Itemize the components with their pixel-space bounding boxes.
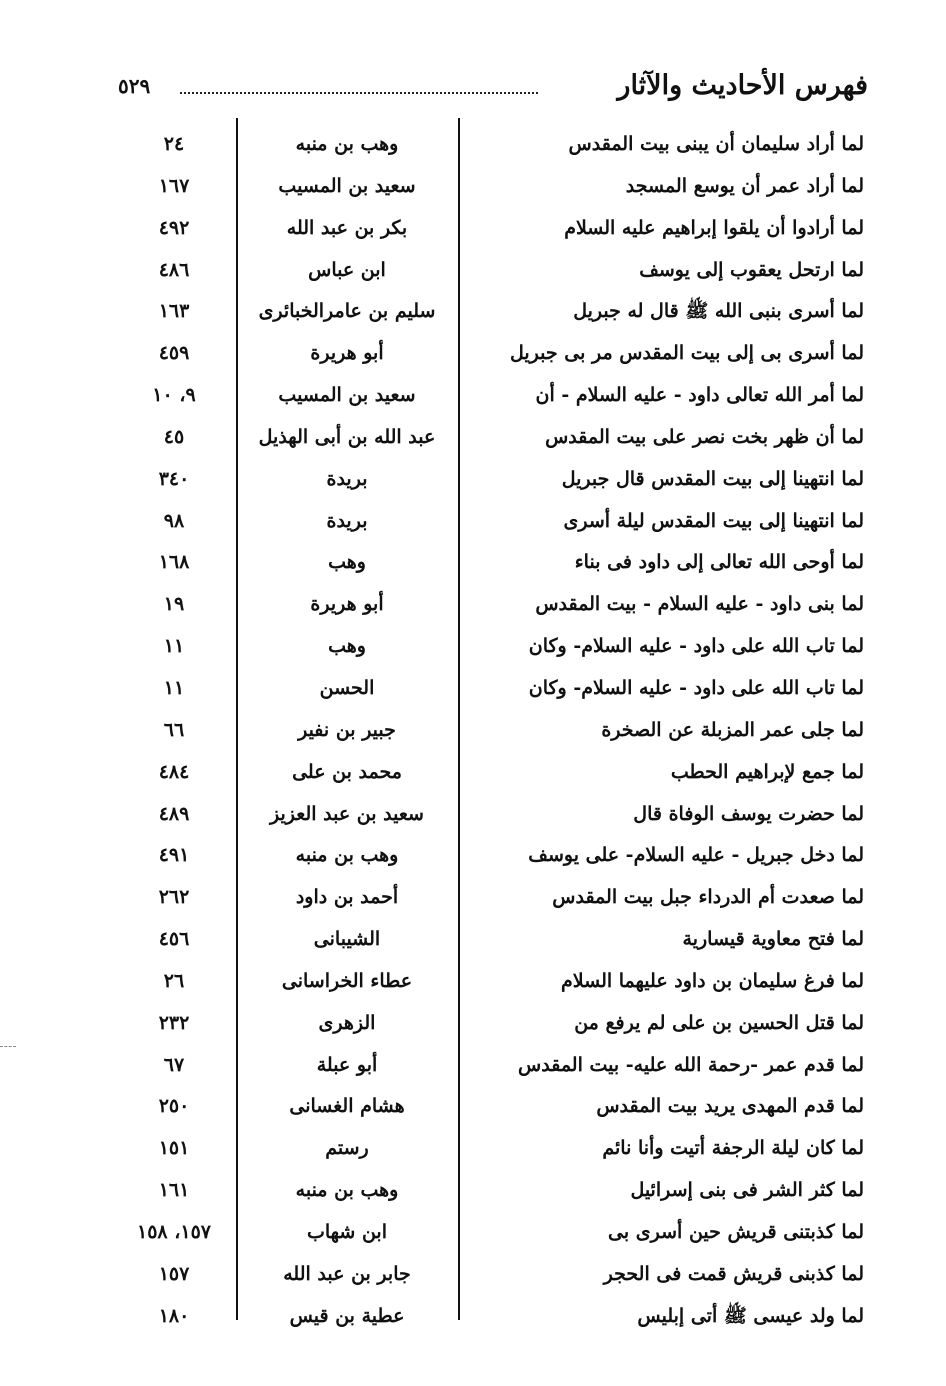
page-reference: ٩، ١٠ bbox=[152, 384, 196, 407]
hadith-text: لما كثر الشر فى بنى إسرائيل bbox=[630, 1179, 864, 1202]
table-row bbox=[0, 1212, 946, 1254]
table-row bbox=[0, 1296, 946, 1338]
hadith-text: لما كذبنى قريش قمت فى الحجر bbox=[603, 1262, 864, 1285]
narrator-name: الحسن bbox=[319, 676, 375, 699]
page-reference: ٣٤٠ bbox=[158, 467, 190, 490]
page-reference: ١٦١ bbox=[158, 1179, 190, 1202]
index-table bbox=[0, 124, 946, 1337]
table-row bbox=[0, 542, 946, 584]
hadith-text: لما كان ليلة الرجفة أتيت وأنا نائم bbox=[602, 1137, 864, 1160]
page-reference: ٩٨ bbox=[163, 509, 185, 532]
hadith-text: لما جلى عمر المزبلة عن الصخرة bbox=[601, 718, 864, 741]
page-reference: ٤٩٢ bbox=[158, 216, 190, 239]
table-row bbox=[0, 794, 946, 836]
narrator-name: الشيبانى bbox=[313, 928, 381, 951]
page-reference: ٤٥ bbox=[163, 425, 185, 448]
page-reference: ١٩ bbox=[163, 593, 185, 616]
page-reference: ١٦٣ bbox=[158, 300, 190, 323]
table-row bbox=[0, 626, 946, 668]
table-row bbox=[0, 668, 946, 710]
hadith-text: لما تاب الله على داود - عليه السلام- وكان bbox=[528, 676, 864, 699]
page-reference: ١٨٠ bbox=[158, 1304, 190, 1327]
hadith-text: لما انتهينا إلى بيت المقدس ليلة أسرى bbox=[563, 509, 864, 532]
page-reference: ١٥٧، ١٥٨ bbox=[137, 1220, 211, 1243]
page-reference: ٢٦٢ bbox=[158, 886, 190, 909]
page-reference: ٦٧ bbox=[163, 1053, 185, 1076]
page-reference: ٢٥٠ bbox=[158, 1095, 190, 1118]
narrator-name: وهب بن منبه bbox=[295, 844, 399, 867]
page-reference: ٢٣٢ bbox=[158, 1011, 190, 1034]
header-dotted-leader bbox=[180, 92, 538, 94]
table-row bbox=[0, 961, 946, 1003]
hadith-text: لما أمر الله تعالى داود - عليه السلام - أن bbox=[535, 384, 864, 407]
hadith-text: لما أوحى الله تعالى إلى داود فى بناء bbox=[574, 551, 864, 574]
hadith-text: لما أسرى بى إلى بيت المقدس مر بى جبريل bbox=[510, 342, 864, 365]
hadith-text: لما جمع لإبراهيم الحطب bbox=[670, 760, 864, 783]
table-row bbox=[0, 166, 946, 208]
hadith-text: لما قدم عمر -رحمة الله عليه- بيت المقدس bbox=[518, 1053, 864, 1076]
table-row bbox=[0, 124, 946, 166]
table-row bbox=[0, 333, 946, 375]
hadith-text: لما انتهينا إلى بيت المقدس قال جبريل bbox=[561, 467, 864, 490]
narrator-name: عطية بن قيس bbox=[289, 1304, 405, 1327]
table-row bbox=[0, 1170, 946, 1212]
hadith-text: لما قدم المهدى يريد بيت المقدس bbox=[596, 1095, 864, 1118]
narrator-name: محمد بن على bbox=[292, 760, 402, 783]
table-row bbox=[0, 710, 946, 752]
hadith-text: لما ارتحل يعقوب إلى يوسف bbox=[639, 258, 864, 281]
table-row bbox=[0, 1003, 946, 1045]
page-reference: ٤٥٦ bbox=[158, 928, 190, 951]
hadith-text: لما قتل الحسين بن على لم يرفع من bbox=[574, 1011, 864, 1034]
narrator-name: وهب بن منبه bbox=[295, 133, 399, 155]
hadith-text: لما أسرى بنبى الله ﷺ قال له جبريل bbox=[573, 300, 864, 323]
narrator-name: أحمد بن داود bbox=[295, 886, 399, 909]
page-number: ٥٢٩ bbox=[118, 74, 151, 98]
page-reference: ٤٨٦ bbox=[158, 258, 190, 281]
page-reference: ١٥٧ bbox=[158, 1262, 190, 1285]
table-row bbox=[0, 1086, 946, 1128]
narrator-name: ابن شهاب bbox=[307, 1220, 387, 1243]
narrator-name: بريدة bbox=[326, 509, 368, 532]
page-reference: ٢٤ bbox=[163, 133, 185, 155]
hadith-text: لما فتح معاوية قيسارية bbox=[682, 928, 864, 951]
narrator-name: أبو هريرة bbox=[310, 342, 384, 365]
narrator-name: ابن عباس bbox=[308, 258, 386, 281]
hadith-text: لما أراد سليمان أن يبنى بيت المقدس bbox=[568, 133, 864, 155]
page-reference: ١٥١ bbox=[158, 1137, 190, 1160]
narrator-name: بكر بن عبد الله bbox=[286, 216, 408, 239]
narrator-name: بريدة bbox=[326, 467, 368, 490]
page-reference: ١١ bbox=[163, 635, 185, 658]
hadith-text: لما أن ظهر بخت نصر على بيت المقدس bbox=[545, 425, 864, 448]
table-row bbox=[0, 291, 946, 333]
hadith-text: لما كذبتنى قريش حين أسرى بى bbox=[608, 1220, 864, 1243]
narrator-name: رستم bbox=[325, 1137, 369, 1160]
narrator-name: عبد الله بن أبى الهذيل bbox=[258, 425, 436, 448]
narrator-name: سعيد بن عبد العزيز bbox=[270, 802, 424, 825]
table-row bbox=[0, 752, 946, 794]
narrator-name: عطاء الخراسانى bbox=[281, 969, 413, 992]
page-reference: ٤٥٩ bbox=[158, 342, 190, 365]
narrator-name: سعيد بن المسيب bbox=[278, 174, 416, 197]
page-reference: ١٦٨ bbox=[158, 551, 190, 574]
narrator-name: وهب بن منبه bbox=[295, 1179, 399, 1202]
table-row bbox=[0, 208, 946, 250]
narrator-name: أبو هريرة bbox=[310, 593, 384, 616]
table-row bbox=[0, 1128, 946, 1170]
table-row bbox=[0, 375, 946, 417]
narrator-name: جابر بن عبد الله bbox=[283, 1262, 411, 1285]
page-reference: ١٦٧ bbox=[158, 174, 190, 197]
hadith-text: لما تاب الله على داود - عليه السلام- وكان bbox=[528, 635, 864, 658]
hadith-text: لما بنى داود - عليه السلام - بيت المقدس bbox=[535, 593, 864, 616]
page-header bbox=[118, 66, 868, 106]
table-row bbox=[0, 501, 946, 543]
hadith-text: لما حضرت يوسف الوفاة قال bbox=[633, 802, 864, 825]
table-row bbox=[0, 459, 946, 501]
page-reference: ١١ bbox=[163, 676, 185, 699]
narrator-name: سليم بن عامرالخبائرى bbox=[258, 300, 436, 323]
table-row bbox=[0, 1254, 946, 1296]
narrator-name: الزهرى bbox=[318, 1011, 376, 1034]
page-reference: ٤٨٩ bbox=[158, 802, 190, 825]
table-row bbox=[0, 835, 946, 877]
hadith-text: لما دخل جبريل - عليه السلام- على يوسف bbox=[528, 844, 864, 867]
page-reference: ٤٨٤ bbox=[158, 760, 190, 783]
hadith-text: لما فرغ سليمان بن داود عليهما السلام bbox=[561, 969, 864, 992]
page-reference: ٢٦ bbox=[163, 969, 185, 992]
table-row bbox=[0, 877, 946, 919]
narrator-name: سعيد بن المسيب bbox=[278, 384, 416, 407]
narrator-name: أبو عبلة bbox=[316, 1053, 378, 1076]
hadith-text: لما أرادوا أن يلقوا إبراهيم عليه السلام bbox=[564, 216, 864, 239]
narrator-name: جبير بن نفير bbox=[298, 718, 396, 741]
table-row bbox=[0, 919, 946, 961]
narrator-name: هشام الغسانى bbox=[289, 1095, 405, 1118]
page-reference: ٦٦ bbox=[163, 718, 185, 741]
table-row bbox=[0, 250, 946, 292]
page-reference: ٤٩١ bbox=[158, 844, 190, 867]
table-row bbox=[0, 584, 946, 626]
narrator-name: وهب bbox=[328, 551, 366, 574]
hadith-text: لما صعدت أم الدرداء جبل بيت المقدس bbox=[552, 886, 864, 909]
hadith-text: لما ولد عيسى ﷺ أتى إبليس bbox=[637, 1304, 864, 1327]
hadith-text: لما أراد عمر أن يوسع المسجد bbox=[625, 174, 864, 197]
page-title: فهرس الأحاديث والآثار bbox=[617, 70, 868, 101]
narrator-name: وهب bbox=[328, 635, 366, 658]
table-row bbox=[0, 417, 946, 459]
table-row bbox=[0, 1045, 946, 1087]
